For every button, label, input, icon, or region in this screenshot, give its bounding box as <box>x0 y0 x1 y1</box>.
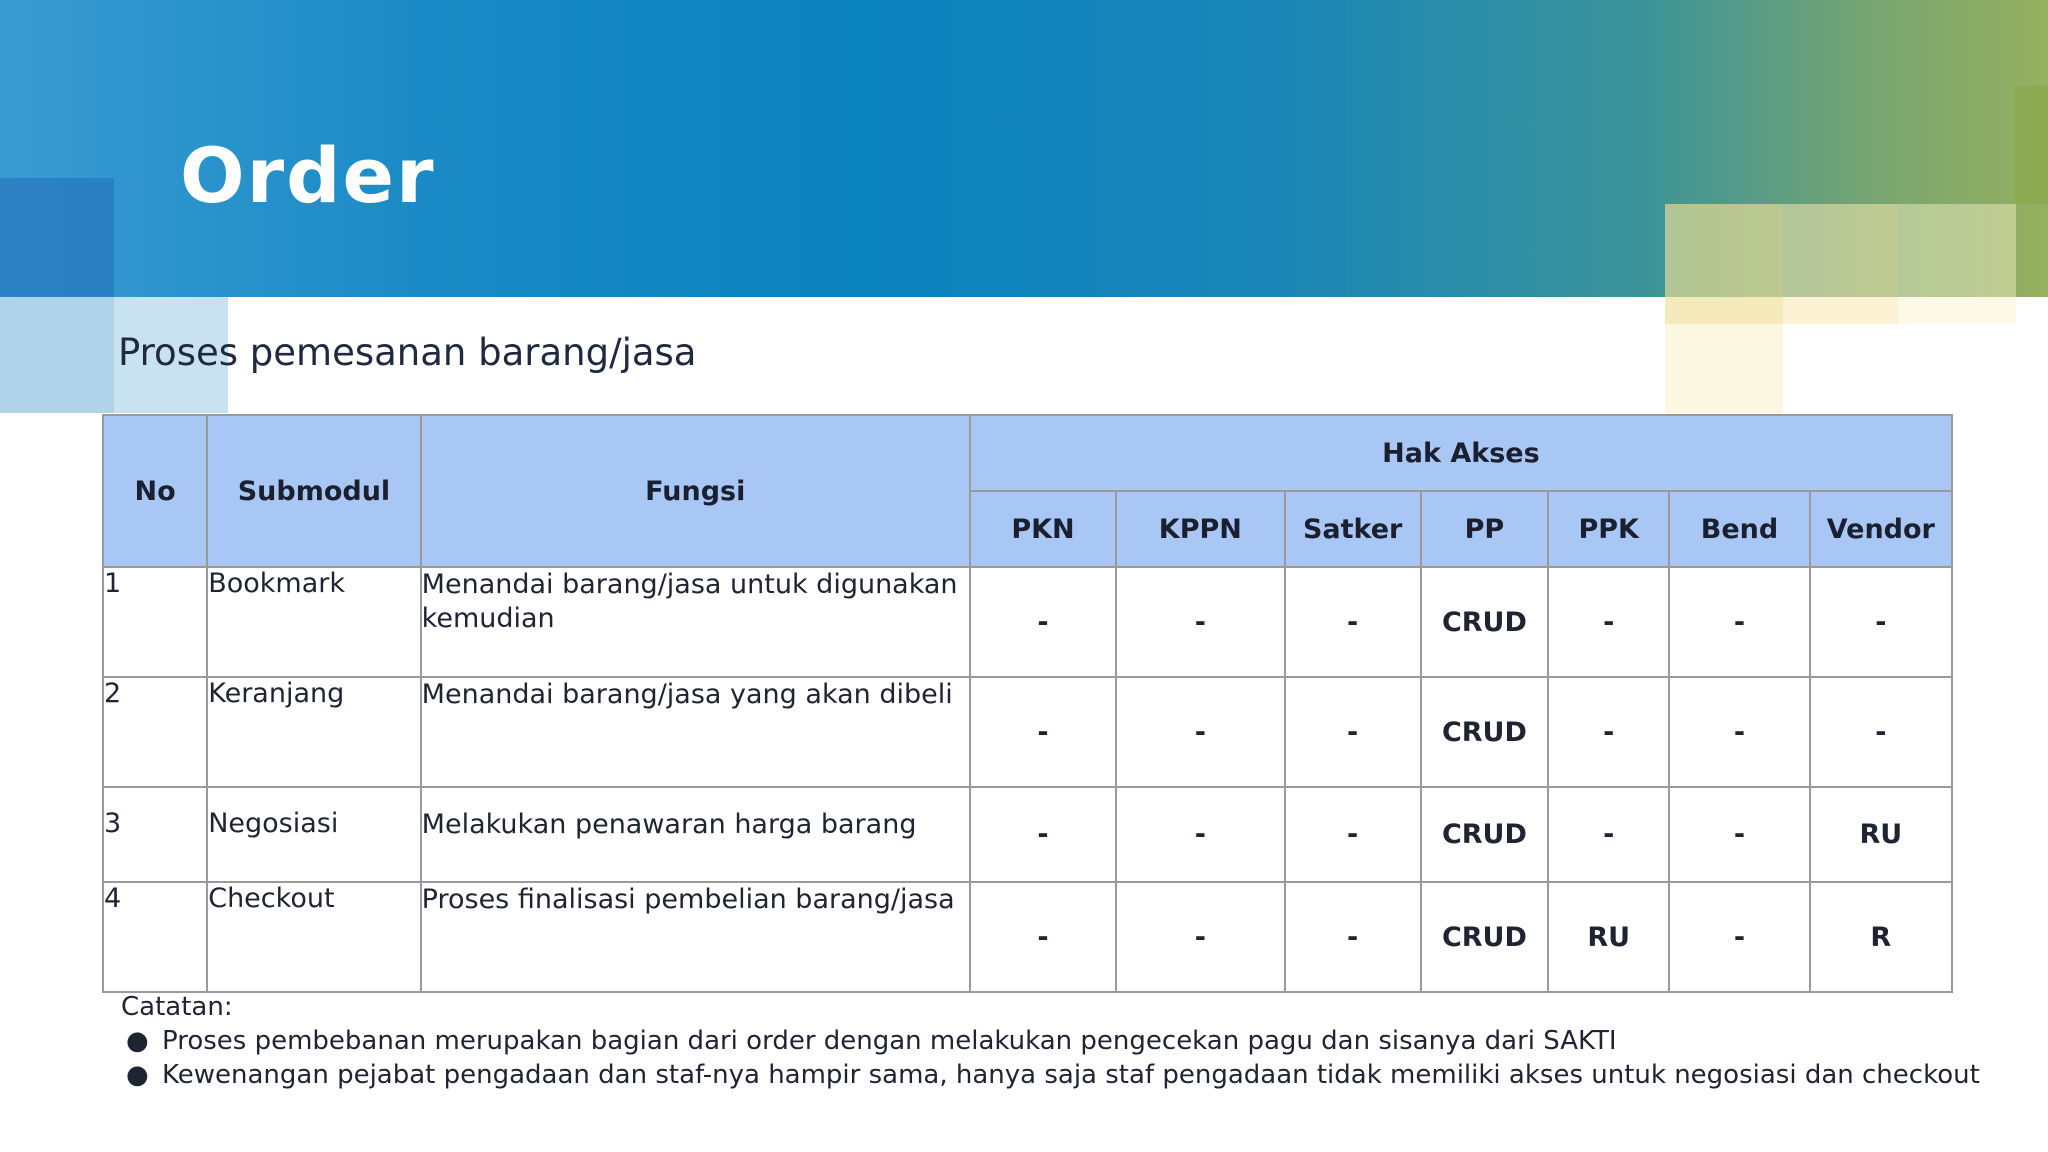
access-cell: - <box>970 882 1116 992</box>
access-cell: - <box>1285 567 1421 677</box>
header-fungsi: Fungsi <box>421 415 970 567</box>
row-fungsi: Menandai barang/jasa yang akan dibeli <box>421 677 970 787</box>
access-cell: - <box>1810 567 1952 677</box>
page-title: Order <box>180 131 436 220</box>
table-row <box>103 677 1952 787</box>
note-text: Kewenangan pejabat pengadaan dan staf-nya hampir sama, hanya saja staf pengadaan tidak memiliki akses untuk negosiasi dan checkout <box>162 1060 1980 1090</box>
row-fungsi: Menandai barang/jasa untuk digunakan kemudian <box>421 567 970 677</box>
access-cell: - <box>970 677 1116 787</box>
access-cell: CRUD <box>1421 882 1548 992</box>
decor-square <box>1783 204 1898 324</box>
row-submodul: Negosiasi <box>207 787 420 882</box>
access-cell: - <box>1669 567 1809 677</box>
header-submodul: Submodul <box>207 415 420 567</box>
notes-section <box>121 990 1981 1092</box>
access-cell: - <box>1548 567 1669 677</box>
header-role-bend: Bend <box>1669 491 1809 567</box>
page-subtitle: Proses pemesanan barang/jasa <box>118 331 697 374</box>
access-cell: - <box>1810 677 1952 787</box>
access-cell: - <box>1669 882 1809 992</box>
access-cell: - <box>1548 787 1669 882</box>
access-cell: - <box>1285 787 1421 882</box>
access-cell: - <box>1285 882 1421 992</box>
row-submodul: Bookmark <box>207 567 420 677</box>
bullet-icon: ● <box>126 1060 149 1090</box>
table-row <box>103 787 1952 882</box>
access-cell: - <box>1116 787 1284 882</box>
header-role-kppn: KPPN <box>1116 491 1284 567</box>
access-cell: RU <box>1548 882 1669 992</box>
row-fungsi: Melakukan penawaran harga barang <box>421 787 970 882</box>
header-role-pp: PP <box>1421 491 1548 567</box>
access-cell: - <box>970 567 1116 677</box>
row-no: 2 <box>103 677 207 787</box>
table-row <box>103 567 1952 677</box>
note-text: Proses pembebanan merupakan bagian dari order dengan melakukan pengecekan pagu dan sisanya dari SAKTI <box>162 1026 1617 1056</box>
access-cell: - <box>1669 677 1809 787</box>
access-cell: RU <box>1810 787 1952 882</box>
bullet-icon: ● <box>126 1026 149 1056</box>
header-role-pkn: PKN <box>970 491 1116 567</box>
row-fungsi: Proses finalisasi pembelian barang/jasa <box>421 882 970 992</box>
header-role-vendor: Vendor <box>1810 491 1952 567</box>
table-row <box>103 882 1952 992</box>
access-cell: CRUD <box>1421 567 1548 677</box>
list-item <box>121 1058 1981 1092</box>
row-no: 3 <box>103 787 207 882</box>
decor-square <box>2015 86 2048 204</box>
list-item <box>121 1024 1981 1058</box>
decor-square <box>0 178 114 297</box>
access-cell: - <box>1285 677 1421 787</box>
decor-square <box>1665 324 1783 414</box>
access-cell: - <box>1116 567 1284 677</box>
access-cell: - <box>1116 882 1284 992</box>
header-no: No <box>103 415 207 567</box>
decor-square <box>1898 204 2016 324</box>
header-role-satker: Satker <box>1285 491 1421 567</box>
header-role-ppk: PPK <box>1548 491 1669 567</box>
row-no: 1 <box>103 567 207 677</box>
decor-square <box>1665 204 1783 324</box>
header-hak-akses: Hak Akses <box>970 415 1952 491</box>
notes-label: Catatan: <box>121 992 233 1022</box>
access-cell: - <box>1116 677 1284 787</box>
row-no: 4 <box>103 882 207 992</box>
access-cell: - <box>1669 787 1809 882</box>
access-cell: CRUD <box>1421 787 1548 882</box>
access-cell: - <box>970 787 1116 882</box>
row-submodul: Keranjang <box>207 677 420 787</box>
row-submodul: Checkout <box>207 882 420 992</box>
access-table <box>102 414 1953 993</box>
access-cell: - <box>1548 677 1669 787</box>
access-cell: R <box>1810 882 1952 992</box>
access-cell: CRUD <box>1421 677 1548 787</box>
notes-list <box>121 1024 1981 1092</box>
decor-square <box>0 297 114 413</box>
